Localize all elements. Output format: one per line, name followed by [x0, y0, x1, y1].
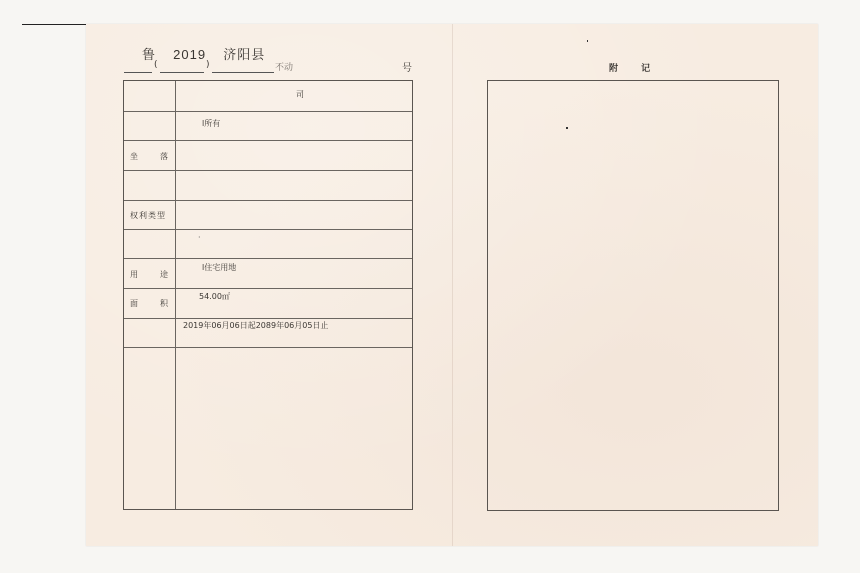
area-value: 54.00㎡ — [199, 292, 230, 301]
row-divider — [124, 288, 412, 289]
province-abbr: 鲁 — [142, 48, 157, 63]
number-suffix: 号 — [402, 63, 412, 74]
row-divider — [124, 229, 412, 230]
row-divider — [124, 140, 412, 141]
cert-mid-text: 不动 — [275, 63, 294, 73]
usage-label: 用 途 — [130, 270, 175, 279]
ownership-status-value: l所有 — [202, 119, 221, 128]
location-label: 坐 落 — [130, 152, 175, 161]
open-paren: ( — [154, 60, 158, 70]
certificate-year: 2019 — [173, 47, 207, 62]
usage-value: l住宅用地 — [202, 263, 237, 272]
certificate-number-line — [124, 60, 414, 74]
row-divider — [124, 318, 412, 319]
scan-edge-line — [22, 24, 88, 25]
annex-box — [487, 80, 779, 511]
faint-mark: · — [198, 233, 201, 242]
row-divider — [124, 258, 412, 259]
underline-3 — [212, 72, 274, 73]
owner-value: 司 — [296, 90, 304, 99]
ink-speck — [587, 40, 588, 42]
right-type-label: 权利类型 — [130, 211, 166, 220]
row-divider — [124, 170, 412, 171]
underline-4 — [296, 72, 396, 73]
row-divider — [124, 347, 412, 348]
term-value: 2019年06月06日起2089年06月05日止 — [183, 321, 329, 330]
county-name: 济阳县 — [223, 48, 266, 63]
annex-title: 附 记 — [609, 64, 661, 74]
center-fold — [452, 24, 453, 546]
label-column-divider — [175, 81, 176, 509]
underline-2 — [160, 72, 204, 73]
row-divider — [124, 111, 412, 112]
area-label: 面 积 — [130, 299, 175, 308]
row-divider — [124, 200, 412, 201]
underline-1 — [124, 72, 152, 73]
register-table — [123, 80, 413, 510]
ink-speck — [566, 127, 568, 129]
close-paren: ) — [206, 60, 210, 70]
